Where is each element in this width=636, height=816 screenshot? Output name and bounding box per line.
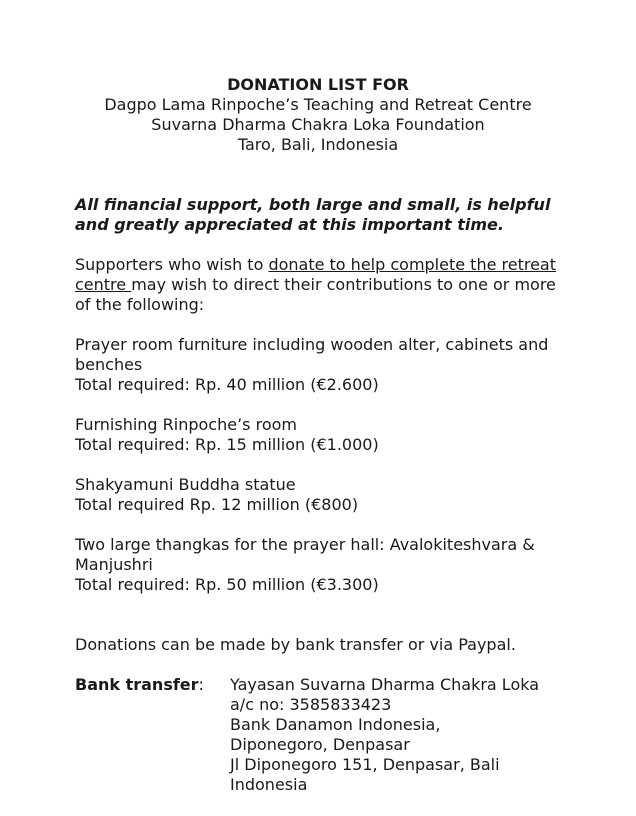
bank-name: Bank Danamon Indonesia,	[230, 715, 441, 734]
item-description: Two large thangkas for the prayer hall: Avalokiteshvara & Manjushri	[75, 535, 535, 574]
header-location: Taro, Bali, Indonesia	[237, 135, 399, 154]
supporters-text-post: may wish to direct their contributions to one or more of the following:	[75, 275, 556, 314]
bank-country: Indonesia	[230, 775, 308, 794]
item-total: Total required: Rp. 50 million (€3.300)	[75, 575, 379, 594]
supporters-paragraph	[75, 255, 561, 315]
bank-transfer-colon: :	[198, 675, 204, 694]
bank-account-number: a/c no: 3585833423	[230, 695, 392, 714]
bank-transfer-label: Bank transfer	[75, 675, 199, 694]
header-foundation-name: Suvarna Dharma Chakra Loka Foundation	[151, 115, 485, 134]
bank-address: Jl Diponegoro 151, Denpasar, Bali	[230, 755, 500, 774]
bank-details	[230, 675, 561, 795]
donation-item-furnishing	[75, 415, 561, 455]
intro-emphasis-paragraph: All financial support, both large and small, is helpful and greatly appreciated at this important time.	[75, 195, 551, 234]
donation-item-buddha-statue	[75, 475, 561, 515]
item-total: Total required: Rp. 15 million (€1.000)	[75, 435, 379, 454]
document-header	[65, 75, 571, 155]
bank-account-name: Yayasan Suvarna Dharma Chakra Loka	[230, 675, 540, 694]
donation-item-prayer-room	[75, 335, 561, 395]
donate-underlined-phrase: donate to help complete the retreat centre	[75, 255, 557, 294]
donation-item-thangkas	[75, 535, 561, 595]
bank-transfer-block	[75, 675, 561, 795]
item-total: Total required: Rp. 40 million (€2.600)	[75, 375, 379, 394]
payment-methods-line: Donations can be made by bank transfer or via Paypal.	[75, 635, 516, 654]
document-title: DONATION LIST FOR	[227, 75, 409, 94]
item-description: Prayer room furniture including wooden alter, cabinets and benches	[75, 335, 549, 374]
item-total: Total required Rp. 12 million (€800)	[75, 495, 359, 514]
header-centre-name: Dagpo Lama Rinpoche’s Teaching and Retreat Centre	[104, 95, 532, 114]
bank-transfer-label-cell	[75, 675, 230, 695]
item-description: Shakyamuni Buddha statue	[75, 475, 296, 494]
supporters-text-pre: Supporters who wish to	[75, 255, 269, 274]
item-description: Furnishing Rinpoche’s room	[75, 415, 297, 434]
bank-branch: Diponegoro, Denpasar	[230, 735, 410, 754]
